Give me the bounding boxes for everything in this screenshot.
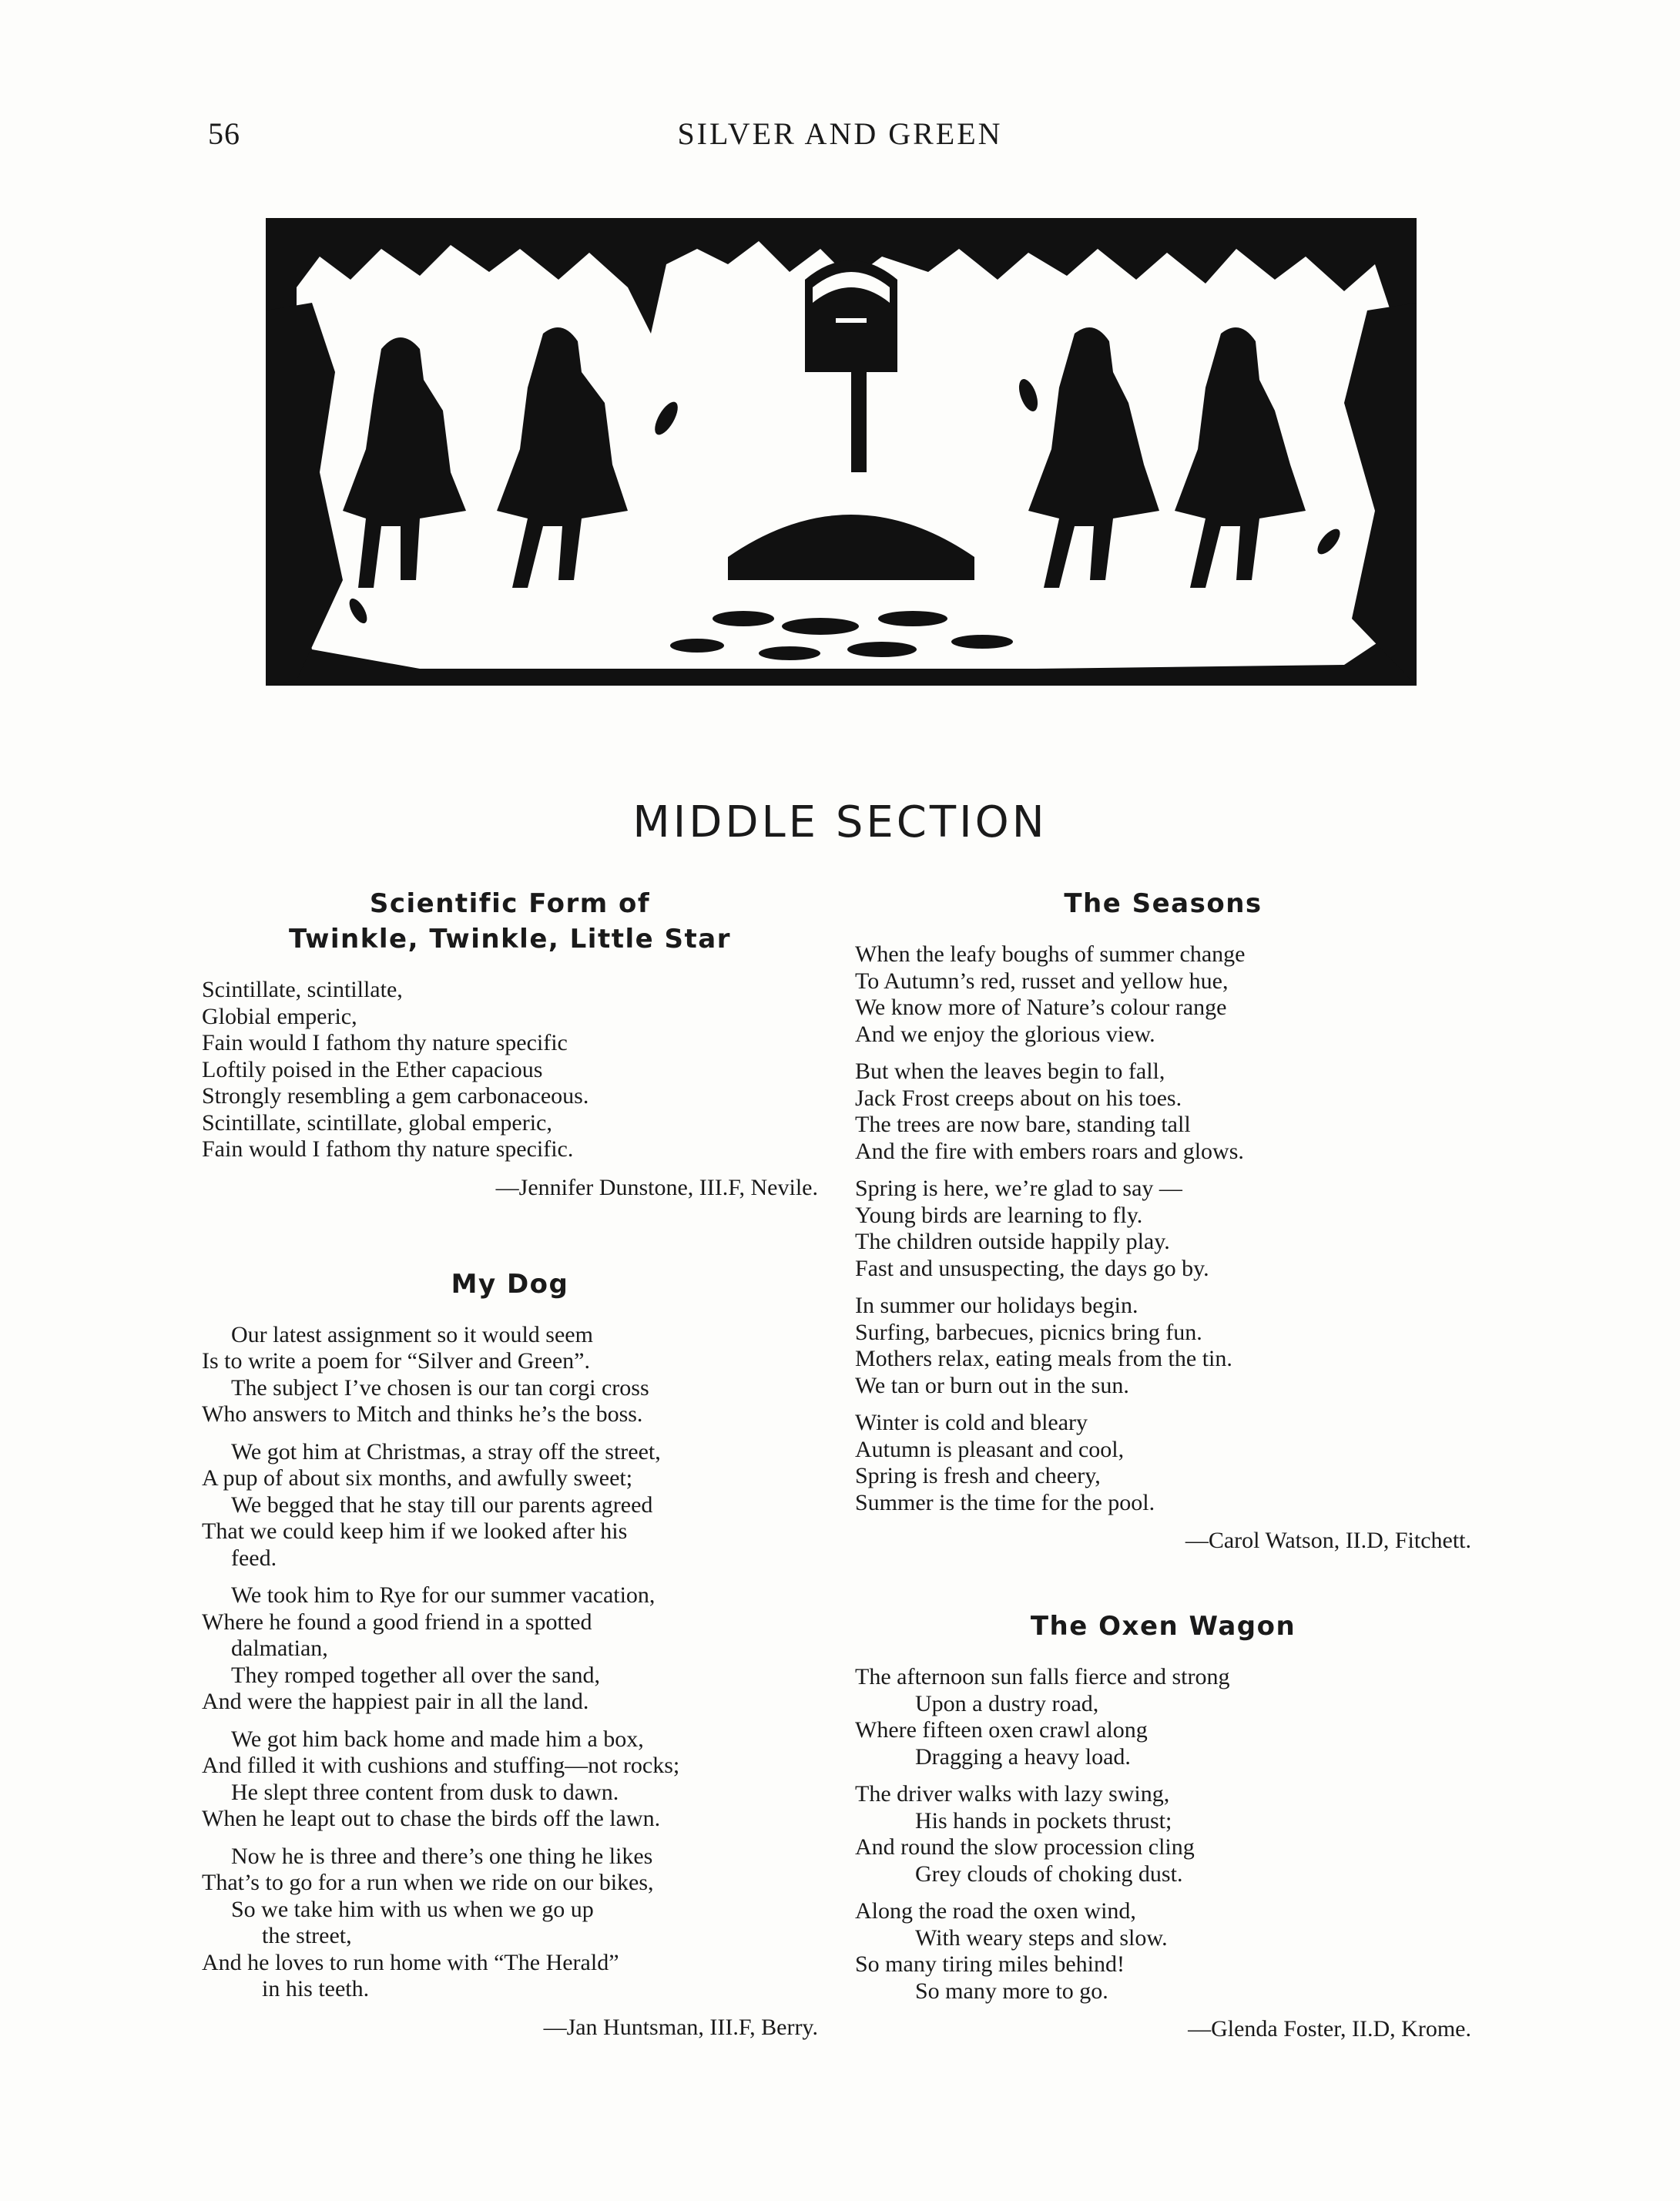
poem-title-seasons: The Seasons xyxy=(1064,888,1263,919)
poem-line: So we take him with us when we go up xyxy=(231,1896,594,1922)
poem-line: And the fire with embers roars and glows. xyxy=(855,1138,1244,1164)
poem-line: Surfing, barbecues, picnics bring fun. xyxy=(855,1319,1202,1345)
poem-line: Where fifteen oxen crawl along xyxy=(855,1717,1148,1743)
poem-line: Spring is fresh and cheery, xyxy=(855,1463,1101,1488)
stanza xyxy=(855,1410,1471,1516)
stanza xyxy=(202,1439,818,1572)
poem-line: Scintillate, scintillate, xyxy=(202,977,403,1002)
poem-line: Scintillate, scintillate, global emperic, xyxy=(202,1109,552,1136)
poem-line: Autumn is pleasant and cool, xyxy=(855,1436,1125,1462)
stanza xyxy=(855,1898,1471,2005)
poem-line: His hands in pockets thrust; xyxy=(915,1807,1172,1834)
poem-line: In summer our holidays begin. xyxy=(855,1293,1138,1318)
poem-line: The subject I’ve chosen is our tan corgi cross xyxy=(231,1374,649,1401)
left-column xyxy=(202,886,818,2042)
poem-line: The driver walks with lazy swing, xyxy=(855,1781,1170,1807)
poem-line: Along the road the oxen wind, xyxy=(855,1898,1136,1924)
poem-line: That’s to go for a run when we ride on our bikes, xyxy=(202,1870,654,1895)
poem-line: Dragging a heavy load. xyxy=(915,1743,1131,1770)
stanza xyxy=(855,1176,1471,1282)
running-head: SILVER AND GREEN xyxy=(677,116,1003,151)
poem-line: Jack Frost creeps about on his toes. xyxy=(855,1085,1182,1111)
poem-line: Globial emperic, xyxy=(202,1003,357,1029)
poem-line: When he leapt out to chase the birds off the lawn. xyxy=(202,1806,661,1831)
poem-line: Now he is three and there’s one thing he likes xyxy=(231,1843,653,1869)
poem-line: Mothers relax, eating meals from the tin. xyxy=(855,1346,1232,1371)
stanza xyxy=(855,1781,1471,1887)
stanza xyxy=(855,941,1471,1048)
poem-line: With weary steps and slow. xyxy=(915,1924,1168,1951)
poem-line: And we enjoy the glorious view. xyxy=(855,1021,1155,1047)
poem-title-my-dog: My Dog xyxy=(451,1268,569,1300)
poem-line: Loftily poised in the Ether capacious xyxy=(202,1056,543,1082)
poem-line: Our latest assignment so it would seem xyxy=(231,1321,593,1347)
poem-line: The afternoon sun falls fierce and strong xyxy=(855,1664,1230,1689)
poem-line: And filled it with cushions and stuffing—not rocks; xyxy=(202,1753,680,1778)
poem-line: Fain would I fathom thy nature specific xyxy=(202,1030,568,1055)
page-number: 56 xyxy=(208,116,240,151)
poem-line: And were the happiest pair in all the land. xyxy=(202,1689,589,1714)
poem-line: in his teeth. xyxy=(262,1976,370,2001)
poem-line: So many more to go. xyxy=(915,1978,1108,2004)
stanza xyxy=(202,1844,818,2003)
poem-line: the street, xyxy=(262,1923,352,1948)
stanza xyxy=(855,1664,1471,1770)
poem-line: But when the leaves begin to fall, xyxy=(855,1059,1165,1084)
section-title: MIDDLE SECTION xyxy=(632,797,1048,847)
poem-line: Winter is cold and bleary xyxy=(855,1410,1088,1435)
stanza xyxy=(855,1293,1471,1399)
poem-line: Where he found a good friend in a spotted xyxy=(202,1609,592,1635)
poem-line: The children outside happily play. xyxy=(855,1229,1170,1254)
poem-line: Upon a dustry road, xyxy=(915,1690,1099,1716)
poem-line: dalmatian, xyxy=(231,1636,328,1661)
poem-line: Grey clouds of choking dust. xyxy=(915,1860,1183,1887)
poem-line: Strongly resembling a gem carbonaceous. xyxy=(202,1083,589,1109)
stanza xyxy=(855,1059,1471,1165)
poem-line: Fain would I fathom thy nature specific. xyxy=(202,1136,574,1162)
attribution: —Jennifer Dunstone, III.F, Nevile. xyxy=(495,1174,818,1200)
poem-line: feed. xyxy=(231,1545,277,1571)
poem-line: So many tiring miles behind! xyxy=(855,1951,1125,1977)
poem-line: We know more of Nature’s colour range xyxy=(855,995,1227,1020)
poem-title-line: Scientific Form of xyxy=(369,888,651,919)
poem-line: Young birds are learning to fly. xyxy=(855,1202,1143,1228)
poem-line: And round the slow procession cling xyxy=(855,1834,1195,1860)
poem-line: We begged that he stay till our parents agreed xyxy=(231,1491,653,1518)
poem-line: The trees are now bare, standing tall xyxy=(855,1112,1191,1137)
attribution: —Jan Huntsman, III.F, Berry. xyxy=(543,2014,818,2040)
poem-line: To Autumn’s red, russet and yellow hue, xyxy=(855,968,1229,994)
poem-line: Is to write a poem for “Silver and Green”. xyxy=(202,1348,590,1374)
poem-line: We got him at Christmas, a stray off the street, xyxy=(231,1438,661,1465)
poem-line: Spring is here, we’re glad to say — xyxy=(855,1176,1182,1201)
poem-line: He slept three content from dusk to dawn. xyxy=(231,1779,619,1805)
poem-title-twinkle xyxy=(202,886,818,957)
poem-line: That we could keep him if we looked after his xyxy=(202,1518,628,1544)
poem-title-oxen-wagon: The Oxen Wagon xyxy=(1030,1611,1296,1642)
attribution: —Carol Watson, II.D, Fitchett. xyxy=(1185,1528,1471,1553)
poem-line: Fast and unsuspecting, the days go by. xyxy=(855,1255,1209,1281)
stanza xyxy=(202,1322,818,1428)
right-column xyxy=(855,886,1471,2043)
silhouette-illustration xyxy=(266,218,1417,686)
poem-line: And he loves to run home with “The Herald” xyxy=(202,1949,619,1975)
stanza xyxy=(202,1726,818,1833)
poem-line: When the leafy boughs of summer change xyxy=(855,941,1246,967)
stanza xyxy=(202,1582,818,1716)
poem-line: We tan or burn out in the sun. xyxy=(855,1372,1129,1398)
poem-line: Summer is the time for the pool. xyxy=(855,1489,1155,1515)
attribution: —Glenda Foster, II.D, Krome. xyxy=(1188,2016,1471,2042)
poem-line: We took him to Rye for our summer vacation, xyxy=(231,1582,656,1608)
stanza xyxy=(202,977,818,1163)
poem-line: We got him back home and made him a box, xyxy=(231,1726,644,1752)
poem-title-line: Twinkle, Twinkle, Little Star xyxy=(289,924,731,955)
poem-line: A pup of about six months, and awfully sweet; xyxy=(202,1465,633,1491)
poem-line: Who answers to Mitch and thinks he’s the boss. xyxy=(202,1401,643,1427)
poem-line: They romped together all over the sand, xyxy=(231,1662,601,1688)
